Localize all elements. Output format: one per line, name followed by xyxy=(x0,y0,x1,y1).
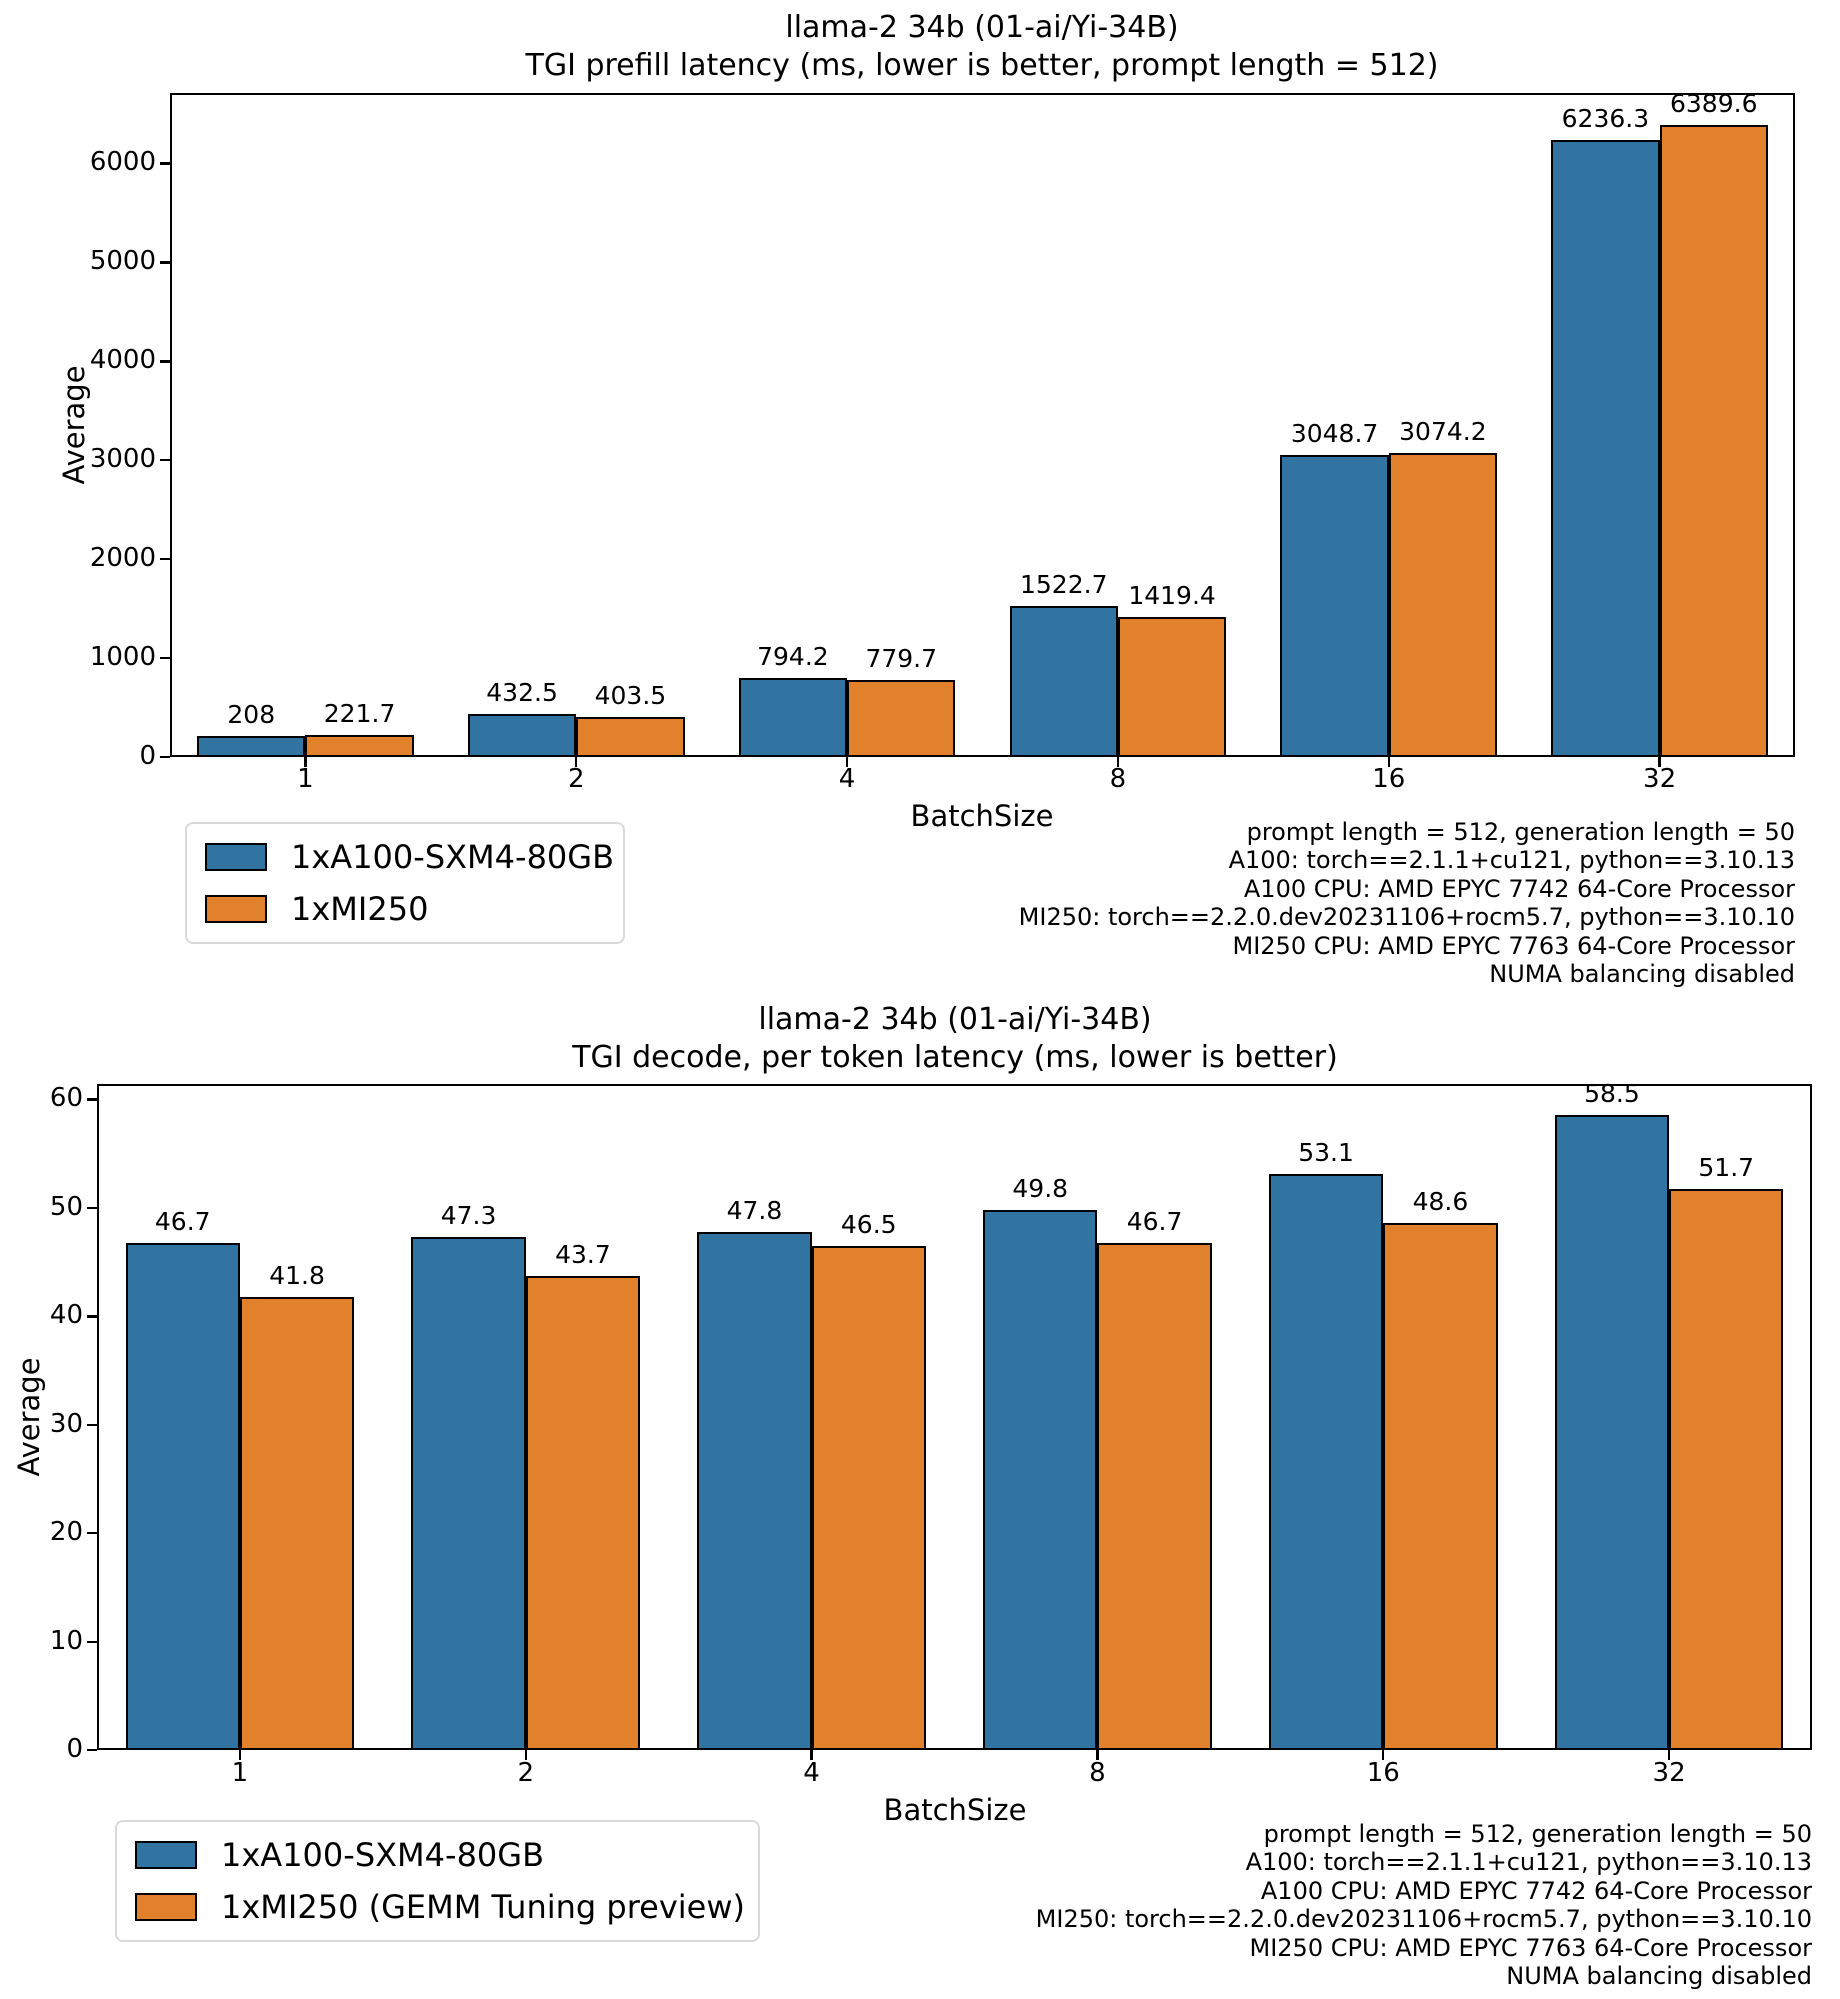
y-axis-tickmark xyxy=(160,459,170,461)
config-annotation-line: prompt length = 512, generation length = 50 xyxy=(1263,1820,1812,1848)
legend-entry xyxy=(205,888,605,930)
bar-1xmi250-batch-4 xyxy=(847,680,955,757)
y-axis-tickmark xyxy=(160,162,170,164)
y-axis-tick-label: 60 xyxy=(49,1083,83,1114)
bar-1xa100-sxm4-80gb-batch-1 xyxy=(126,1243,240,1750)
legend-swatch-icon xyxy=(205,843,267,871)
decode-y-axis-title: Average xyxy=(12,1357,46,1477)
config-annotation xyxy=(712,1820,1812,1990)
config-annotation-line: MI250: torch==2.2.0.dev20231106+rocm5.7, python==3.10.10 xyxy=(1035,1905,1812,1934)
bar-1xmi250-gemm-tuning-preview--batch-4 xyxy=(812,1246,926,1750)
bar-1xa100-sxm4-80gb-batch-1 xyxy=(197,736,305,757)
y-axis-tickmark xyxy=(87,1532,97,1534)
bar-value-label: 794.2 xyxy=(757,642,829,672)
legend-label: 1xMI250 xyxy=(291,890,429,928)
y-axis-tick-label: 4000 xyxy=(89,345,156,376)
x-axis-tick-label: 2 xyxy=(517,1758,535,1788)
decode-x-axis-title: BatchSize xyxy=(883,1793,1027,1827)
bar-value-label: 403.5 xyxy=(594,681,667,711)
x-axis-tick-label: 8 xyxy=(1109,764,1127,794)
bar-value-label: 221.7 xyxy=(323,699,396,729)
bar-value-label: 46.7 xyxy=(1126,1207,1183,1237)
bar-value-label: 432.5 xyxy=(486,678,558,708)
bar-1xmi250-gemm-tuning-preview--batch-1 xyxy=(240,1297,354,1750)
bar-1xmi250-batch-8 xyxy=(1118,617,1226,757)
bar-1xmi250-gemm-tuning-preview--batch-16 xyxy=(1383,1223,1497,1750)
prefill-x-axis-title: BatchSize xyxy=(910,799,1054,833)
x-axis-tick-label: 8 xyxy=(1089,1758,1106,1788)
legend-entry xyxy=(135,1886,746,1928)
bar-value-label: 47.8 xyxy=(726,1195,783,1225)
y-axis-tick-label: 10 xyxy=(49,1625,83,1656)
legend-label: 1xA100-SXM4-80GB xyxy=(221,1836,545,1874)
legend-entry xyxy=(205,836,615,878)
bar-1xa100-sxm4-80gb-batch-16 xyxy=(1280,455,1388,757)
bar-value-label: 48.6 xyxy=(1412,1186,1469,1216)
bar-1xmi250-gemm-tuning-preview--batch-2 xyxy=(526,1276,640,1750)
bar-value-label: 47.3 xyxy=(440,1200,497,1230)
bar-value-label: 1522.7 xyxy=(1020,570,1108,600)
bar-1xa100-sxm4-80gb-batch-2 xyxy=(468,714,576,757)
x-axis-tick-label: 16 xyxy=(1372,764,1406,794)
legend-label: 1xA100-SXM4-80GB xyxy=(291,838,615,876)
y-axis-tick-label: 6000 xyxy=(89,147,156,178)
x-axis-tick-label: 4 xyxy=(838,764,856,794)
x-axis-tick-label: 1 xyxy=(231,1758,249,1788)
y-axis-tick-label: 0 xyxy=(66,1734,83,1764)
bar-value-label: 779.7 xyxy=(865,643,938,673)
bar-value-label: 6389.6 xyxy=(1670,88,1758,118)
y-axis-tick-label: 50 xyxy=(49,1191,83,1222)
bar-value-label: 43.7 xyxy=(555,1239,611,1269)
bar-value-label: 41.8 xyxy=(269,1260,325,1290)
prefill-chart-subtitle: TGI prefill latency (ms, lower is better, prompt length = 512) xyxy=(525,48,1439,83)
legend xyxy=(185,822,625,944)
y-axis-tick-label: 20 xyxy=(49,1517,83,1548)
x-axis-tick-label: 1 xyxy=(297,764,314,794)
config-annotation-line: MI250 CPU: AMD EPYC 7763 64-Core Processor xyxy=(1232,931,1795,960)
x-axis-tick-label: 4 xyxy=(803,1758,820,1788)
config-annotation-line: A100: torch==2.1.1+cu121, python==3.10.13 xyxy=(1228,846,1795,875)
bar-1xmi250-batch-16 xyxy=(1389,453,1497,757)
config-annotation-line: A100: torch==2.1.1+cu121, python==3.10.13 xyxy=(1245,1848,1812,1877)
bar-1xa100-sxm4-80gb-batch-8 xyxy=(1010,606,1118,757)
config-annotation-line: A100 CPU: AMD EPYC 7742 64-Core Processor xyxy=(1260,1876,1812,1905)
bar-1xa100-sxm4-80gb-batch-32 xyxy=(1555,1115,1669,1750)
bar-1xmi250-gemm-tuning-preview--batch-32 xyxy=(1669,1189,1783,1750)
bar-1xa100-sxm4-80gb-batch-32 xyxy=(1551,140,1659,757)
bar-value-label: 3048.7 xyxy=(1290,419,1379,449)
legend xyxy=(115,1820,760,1942)
config-annotation-line: NUMA balancing disabled xyxy=(1489,960,1795,989)
prefill-chart-title: llama-2 34b (01-ai/Yi-34B) xyxy=(785,10,1179,45)
bar-value-label: 3074.2 xyxy=(1399,416,1487,446)
config-annotation xyxy=(695,818,1795,988)
bar-value-label: 53.1 xyxy=(1298,1138,1354,1168)
config-annotation-line: MI250: torch==2.2.0.dev20231106+rocm5.7, python==3.10.10 xyxy=(1018,903,1795,932)
bar-value-label: 51.7 xyxy=(1698,1153,1755,1183)
y-axis-tick-label: 2000 xyxy=(89,543,156,574)
bar-value-label: 46.7 xyxy=(154,1207,211,1237)
decode-chart-title: llama-2 34b (01-ai/Yi-34B) xyxy=(758,1002,1152,1037)
bar-1xa100-sxm4-80gb-batch-8 xyxy=(983,1210,1097,1750)
bar-value-label: 58.5 xyxy=(1584,1079,1640,1109)
x-axis-tick-label: 32 xyxy=(1652,1758,1686,1788)
y-axis-tickmark xyxy=(87,1315,97,1317)
config-annotation-line: prompt length = 512, generation length = 50 xyxy=(1246,818,1795,846)
y-axis-tick-label: 5000 xyxy=(89,246,156,277)
y-axis-tick-label: 30 xyxy=(49,1408,83,1439)
bar-1xmi250-gemm-tuning-preview--batch-8 xyxy=(1097,1243,1211,1750)
bar-value-label: 1419.4 xyxy=(1128,580,1216,610)
decode-chart-subtitle: TGI decode, per token latency (ms, lower is better) xyxy=(572,1040,1338,1075)
prefill-y-axis-title: Average xyxy=(57,365,91,485)
bar-1xa100-sxm4-80gb-batch-4 xyxy=(697,1232,811,1750)
x-axis-tick-label: 16 xyxy=(1366,1758,1400,1788)
y-axis-tickmark xyxy=(160,558,170,560)
legend-entry xyxy=(135,1834,740,1876)
bar-1xa100-sxm4-80gb-batch-16 xyxy=(1269,1174,1383,1750)
config-annotation-line: NUMA balancing disabled xyxy=(1506,1962,1812,1991)
bar-1xmi250-batch-1 xyxy=(305,735,413,757)
x-axis-tick-label: 2 xyxy=(567,764,585,794)
legend-swatch-icon xyxy=(135,1841,197,1869)
y-axis-tick-label: 0 xyxy=(139,741,156,771)
y-axis-tickmark xyxy=(87,1641,97,1643)
bar-value-label: 6236.3 xyxy=(1561,103,1650,133)
legend-swatch-icon xyxy=(135,1893,197,1921)
bar-1xmi250-batch-2 xyxy=(576,717,684,757)
x-axis-tick-label: 32 xyxy=(1643,764,1677,794)
y-axis-tick-label: 1000 xyxy=(89,642,156,673)
config-annotation-line: MI250 CPU: AMD EPYC 7763 64-Core Processor xyxy=(1249,1933,1812,1962)
y-axis-tick-label: 3000 xyxy=(89,444,156,475)
y-axis-tickmark xyxy=(160,756,170,758)
y-axis-tickmark xyxy=(87,1424,97,1426)
y-axis-tickmark xyxy=(87,1749,97,1751)
y-axis-tickmark xyxy=(87,1098,97,1100)
legend-swatch-icon xyxy=(205,895,267,923)
bar-1xa100-sxm4-80gb-batch-4 xyxy=(739,678,847,757)
bar-1xa100-sxm4-80gb-batch-2 xyxy=(411,1237,525,1750)
y-axis-tickmark xyxy=(160,360,170,362)
bar-value-label: 46.5 xyxy=(840,1209,897,1239)
bar-value-label: 49.8 xyxy=(1012,1173,1069,1203)
legend-label: 1xMI250 (GEMM Tuning preview) xyxy=(221,1888,746,1926)
y-axis-tickmark xyxy=(160,261,170,263)
bar-value-label: 208 xyxy=(227,700,276,730)
config-annotation-line: A100 CPU: AMD EPYC 7742 64-Core Processor xyxy=(1243,874,1795,903)
y-axis-tickmark xyxy=(160,657,170,659)
bar-1xmi250-batch-32 xyxy=(1660,125,1768,757)
y-axis-tick-label: 40 xyxy=(49,1300,83,1331)
